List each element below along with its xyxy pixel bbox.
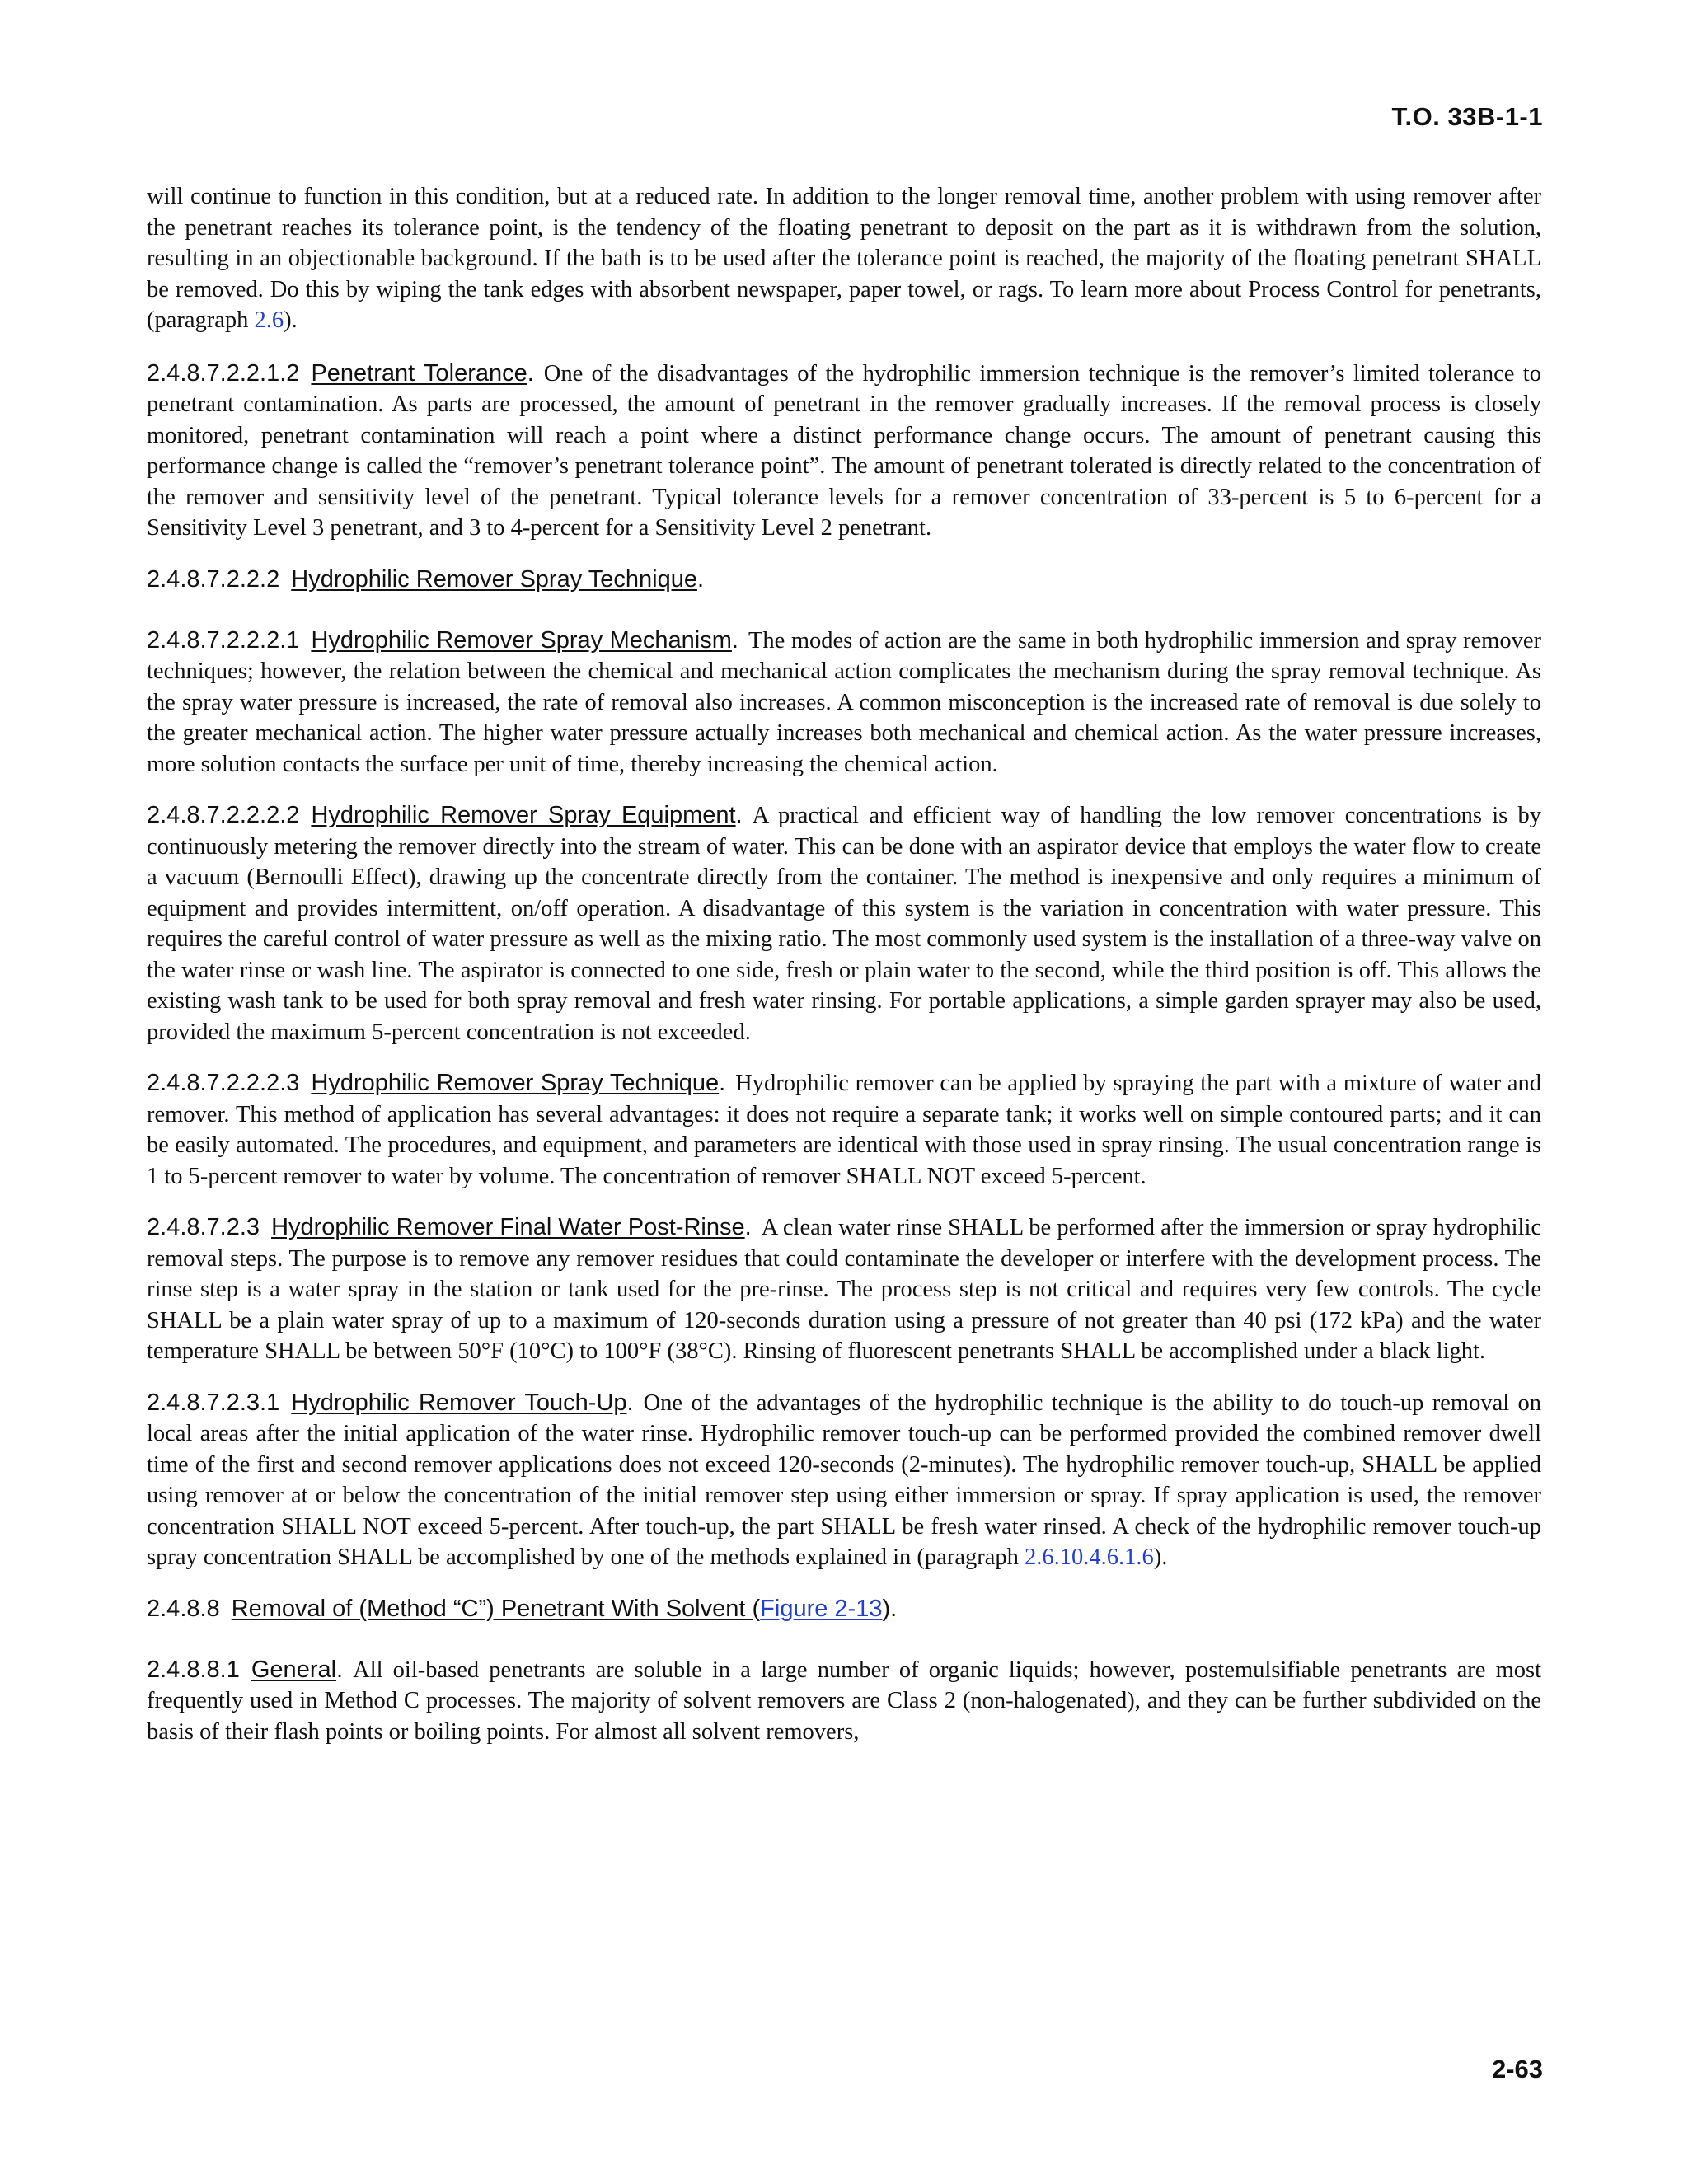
paragraph-general: 2.4.8.8.1 General. All oil-based penetrants are soluble in a large number of organic liquids; however, postemulsifiable penetrants are most frequently used in Method C processes. The majority of solvent removers are Class 2 (non-halogenated), and they can be further subdivided on the basis of their flash points or boiling points. For almost all solvent removers, xyxy=(147,1656,1541,1745)
section-number: 2.4.8.7.2.2.2.2 xyxy=(147,802,300,828)
paragraph-penetrant-tolerance: 2.4.8.7.2.2.1.2 Penetrant Tolerance. One of the disadvantages of the hydrophilic immersion technique is the remover’s limited tolerance to penetrant contamination. As parts are processed, the amount of penetrant in the remover gradually increases. If the removal process is closely monitored, penetrant contamination will reach a point where a distinct performance change occurs. The amount of penetrant causing this performance change is called the “remover’s penetrant tolerance point”. The amount of penetrant tolerated is directly related to the concentration of the remover and sensitivity level of the penetrant. Typical tolerance levels for a remover concentration of 33-percent is 5 to 6-percent for a Sensitivity Level 3 penetrant, and 3 to 4-percent for a Sensitivity Level 2 penetrant. xyxy=(147,359,1541,541)
paragraph-continuation xyxy=(147,181,1541,336)
paragraph-spray-mechanism: 2.4.8.7.2.2.2.1 Hydrophilic Remover Spray Mechanism. The modes of action are the same in both hydrophilic immersion and spray remover techniques; however, the relation between the chemical and mechanical action complicates the mechanism during the spray removal technique. As the spray water pressure is increased, the rate of removal also increases. A common misconception is the increased rate of removal is due solely to the greater mechanical action. The higher water pressure actually increases both mechanical and chemical action. As the water pressure increases, more solution contacts the surface per unit of time, thereby increasing the chemical action. xyxy=(147,626,1541,777)
page-body xyxy=(147,181,1541,1768)
section-number: 2.4.8.8 xyxy=(147,1595,220,1622)
paragraph-tail: ). xyxy=(1153,1544,1168,1570)
section-number: 2.4.8.7.2.2.2.1 xyxy=(147,626,300,654)
paragraph-text: Hydrophilic remover can be applied by spraying the part with a mixture of water and remover. This method of application has several advantages: it does not require a separate tank; it works well on simple contoured parts; and it can be easily automated. The procedures, and equipment, and parameters are identical with those used in spray rinsing. The usual concentration range is 1 to 5-percent remover to water by volume. The concentration of remover SHALL NOT exceed 5-percent. xyxy=(147,1071,1542,1189)
paragraph-final-post-rinse: 2.4.8.7.2.3 Hydrophilic Remover Final Water Post-Rinse. A clean water rinse SHALL be performed after the immersion or spray hydrophilic removal steps. The purpose is to remove any remover residues that could contaminate the developer or interfere with the development process. The rinse step is a water spray in the station or tank used for the pre-rinse. The process step is not critical and requires very few controls. The cycle SHALL be a plain water spray of up to a maximum of 120-seconds duration using a pressure of not greater than 40 psi (172 kPa) and the water temperature SHALL be between 50°F (10°C) to 100°F (38°C). Rinsing of fluorescent penetrants SHALL be accomplished under a black light. xyxy=(147,1214,1542,1364)
paragraph-text: All oil-based penetrants are soluble in a large number of organic liquids; however, postemulsifiable penetrants are most frequently used in Method C processes. The majority of solvent removers are Class 2 (non-halogenated), and they can be further subdivided on the basis of their flash points or boiling points. For almost all solvent removers, xyxy=(147,1657,1541,1745)
paragraph-link[interactable]: 2.6.10.4.6.1.6 xyxy=(1024,1544,1154,1570)
section-title: Hydrophilic Remover Spray Mechanism xyxy=(311,626,732,654)
section-title: Hydrophilic Remover Spray Equipment xyxy=(311,802,736,828)
section-number: 2.4.8.7.2.3 xyxy=(147,1214,260,1240)
section-number: 2.4.8.8.1 xyxy=(147,1656,240,1683)
section-number: 2.4.8.7.2.2.1.2 xyxy=(147,359,300,387)
paragraph-touch-up: 2.4.8.7.2.3.1 Hydrophilic Remover Touch-Up. One of the advantages of the hydrophilic technique is the ability to do touch-up removal on local areas after the initial application of the water rinse. Hydrophilic remover touch-up can be performed provided the combined remover dwell time of the first and second remover applications does not exceed 120-seconds (2-minutes). The hydrophilic remover touch-up, SHALL be applied using remover at or below the concentration of the initial remover step using either immersion or spray. If spray application is used, the remover concentration SHALL NOT exceed 5-percent. After touch-up, the part SHALL be fresh water rinsed. A check of the hydrophilic remover touch-up spray concentration SHALL be accomplished by one of the methods explained in (paragraph 2.6.10.4.6.1.6). xyxy=(147,1389,1541,1570)
paragraph-text: will continue to function in this condition, but at a reduced rate. In addition to the longer removal time, another problem with using remover after the penetrant reaches its tolerance point, is the tendency of the floating penetrant to deposit on the part as it is withdrawn from the solution, resulting in an objectionable background. If the bath is to be used after the tolerance point is reached, the majority of the floating penetrant SHALL be removed. Do this by wiping the tank edges with absorbent newspaper, paper towel, or rags. To learn more about Process Control for penetrants, (paragraph xyxy=(147,184,1541,333)
section-title: Penetrant Tolerance xyxy=(311,359,528,387)
section-heading-spray-technique: 2.4.8.7.2.2.2 Hydrophilic Remover Spray Technique. xyxy=(147,565,705,593)
paragraph-text: A practical and efficient way of handling the low remover concentrations is by continuously metering the remover directly into the stream of water. This can be done with an aspirator device that employs the water flow to create a vacuum (Bernoulli Effect), drawing up the concentrate directly from the container. The method is inexpensive and only requires a minimum of equipment and provides intermittent, on/off operation. A disadvantage of this system is the variation in concentration with water pressure. This requires the careful control of water pressure as well as the mixing ratio. The most commonly used system is the installation of a three-way valve on the water rinse or wash line. The aspirator is connected to one side, fresh or plain water to the second, while the third position is off. This allows the existing wash tank to be used for both spray removal and fresh water rinsing. For portable applications, a simple garden sprayer may also be used, provided the maximum 5-percent concentration is not exceeded. xyxy=(147,803,1541,1045)
section-title: Hydrophilic Remover Final Water Post-Rinse xyxy=(271,1214,745,1240)
section-title: Hydrophilic Remover Spray Technique xyxy=(311,1070,720,1096)
paragraph-text: One of the disadvantages of the hydrophilic immersion technique is the remover’s limited tolerance to penetrant contamination. As parts are processed, the amount of penetrant in the remover gradually increases. If the removal process is closely monitored, penetrant contamination will reach a point where a distinct performance change occurs. The amount of penetrant causing this performance change is called the “remover’s penetrant tolerance point”. The amount of penetrant tolerated is directly related to the concentration of the remover and sensitivity level of the penetrant. Typical tolerance levels for a remover concentration of 33-percent is 5 to 6-percent for a Sensitivity Level 3 penetrant, and 3 to 4-percent for a Sensitivity Level 2 penetrant. xyxy=(147,360,1541,541)
paragraph-spray-equipment: 2.4.8.7.2.2.2.2 Hydrophilic Remover Spray Equipment. A practical and efficient way of handling the low remover concentrations is by continuously metering the remover directly into the stream of water. This can be done with an aspirator device that employs the water flow to create a vacuum (Bernoulli Effect), drawing up the concentrate directly from the container. The method is inexpensive and only requires a minimum of equipment and provides intermittent, on/off operation. A disadvantage of this system is the variation in concentration with water pressure. This requires the careful control of water pressure as well as the mixing ratio. The most commonly used system is the installation of a three-way valve on the water rinse or wash line. The aspirator is connected to one side, fresh or plain water to the second, while the third position is off. This allows the existing wash tank to be used for both spray removal and fresh water rinsing. For portable applications, a simple garden sprayer may also be used, provided the maximum 5-percent concentration is not exceeded. xyxy=(147,802,1541,1045)
section-title: Hydrophilic Remover Spray Technique xyxy=(291,565,697,593)
paragraph-spray-technique: 2.4.8.7.2.2.2.3 Hydrophilic Remover Spray Technique. Hydrophilic remover can be applied by spraying the part with a mixture of water and remover. This method of application has several advantages: it does not require a separate tank; it works well on simple contoured parts; and it can be easily automated. The procedures, and equipment, and parameters are identical with those used in spray rinsing. The usual concentration range is 1 to 5-percent remover to water by volume. The concentration of remover SHALL NOT exceed 5-percent. xyxy=(147,1070,1542,1189)
paragraph-link[interactable]: 2.6 xyxy=(254,307,284,333)
paragraph-tail: ). xyxy=(284,307,298,333)
section-number: 2.4.8.7.2.2.2 xyxy=(147,565,280,593)
paragraph-text: A clean water rinse SHALL be performed after the immersion or spray hydrophilic removal steps. The purpose is to remove any remover residues that could contaminate the developer or interfere with the development process. The rinse step is a water spray in the station or tank used for the pre-rinse. The process step is not critical and requires very few controls. The cycle SHALL be a plain water spray of up to a maximum of 120-seconds duration using a pressure of not greater than 40 psi (172 kPa) and the water temperature SHALL be between 50°F (10°C) to 100°F (38°C). Rinsing of fluorescent penetrants SHALL be accomplished under a black light. xyxy=(147,1215,1542,1364)
section-title: General xyxy=(251,1656,337,1683)
document-id: T.O. 33B-1-1 xyxy=(1391,102,1543,131)
paragraph-text: The modes of action are the same in both hydrophilic immersion and spray remover techniques; however, the relation between the chemical and mechanical action complicates the mechanism during the spray removal technique. As the spray water pressure is increased, the rate of removal also increases. A common misconception is the increased rate of removal is due solely to the greater mechanical action. The higher water pressure actually increases both mechanical and chemical action. As the water pressure increases, more solution contacts the surface per unit of time, thereby increasing the chemical action. xyxy=(147,627,1541,777)
section-title: Hydrophilic Remover Touch-Up xyxy=(291,1389,627,1416)
section-title: Removal of (Method “C”) Penetrant With Solvent ( xyxy=(231,1595,761,1622)
section-number: 2.4.8.7.2.3.1 xyxy=(147,1389,280,1416)
page-number: 2-63 xyxy=(1491,2055,1543,2083)
section-number: 2.4.8.7.2.2.2.3 xyxy=(147,1070,300,1096)
figure-link[interactable]: Figure 2-13 xyxy=(760,1595,883,1622)
section-heading-solvent-removal xyxy=(147,1594,1541,1624)
heading-tail: ). xyxy=(882,1595,898,1622)
paragraph-text: One of the advantages of the hydrophilic technique is the ability to do touch-up removal on local areas after the initial application of the water rinse. Hydrophilic remover touch-up can be performed provided the combined remover dwell time of the first and second remover applications does not exceed 120-seconds (2-minutes). The hydrophilic remover touch-up, SHALL be applied using remover at or below the concentration of the initial remover step using either immersion or spray. If spray application is used, the remover concentration SHALL NOT exceed 5-percent. After touch-up, the part SHALL be fresh water rinsed. A check of the hydrophilic remover touch-up spray concentration SHALL be accomplished by one of the methods explained in (paragraph xyxy=(147,1390,1541,1570)
